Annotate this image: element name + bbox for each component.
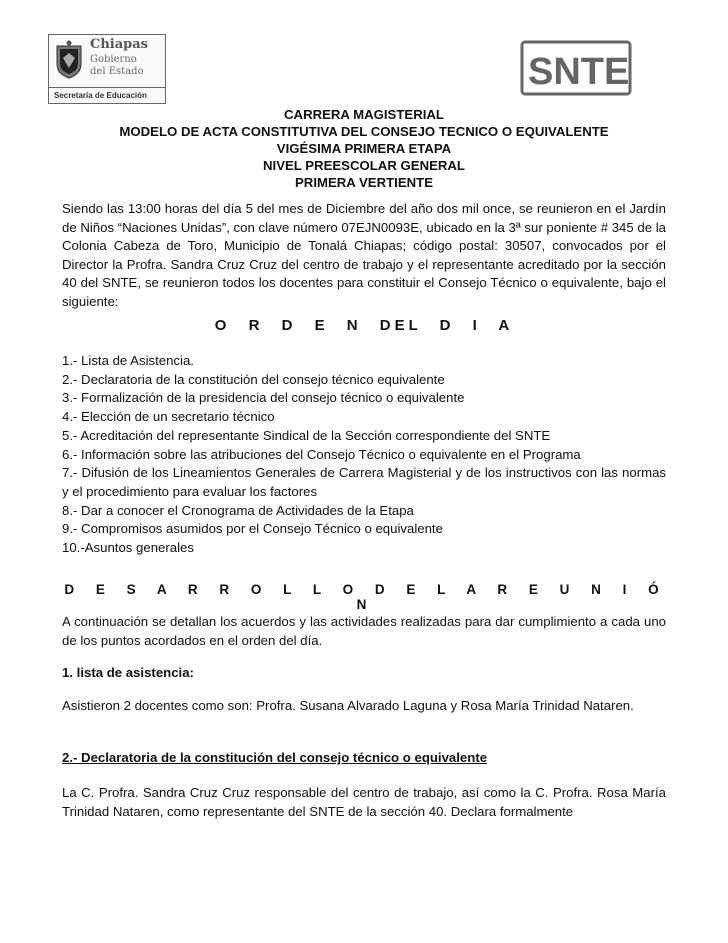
agenda-item: 7.- Difusión de los Lineamientos Generales de Carrera Magisterial y de los instructivos con las normas y el procedimiento para evaluar los factores: [62, 465, 666, 499]
header-line-4: NIVEL PREESCOLAR GENERAL: [263, 158, 465, 173]
logo-name: Chiapas: [90, 37, 148, 52]
agenda-item: 9.- Compromisos asumidos por el Consejo Técnico o equivalente: [62, 521, 443, 537]
section-2-title: 2.- Declaratoria de la constitución del consejo técnico o equivalente: [62, 750, 488, 765]
agenda-item: 10.-Asuntos generales: [62, 540, 194, 556]
logo-line3: del Estado: [90, 66, 144, 77]
agenda-list: [62, 352, 666, 558]
agenda-item: 6.- Información sobre las atribuciones del Consejo Técnico o equivalente en el Programa: [62, 446, 581, 462]
section-2-text: La C. Profra. Sandra Cruz Cruz responsable del centro de trabajo, así como la C. Profra. Rosa María Trinidad Nataren, como representante del SNTE de la sección 40. Declara formalmente: [62, 785, 666, 819]
agenda-item: 2.- Declaratoria de la constitución del consejo técnico equivalente: [62, 371, 445, 387]
header-line-3: VIGÉSIMA PRIMERA ETAPA: [276, 141, 452, 156]
header-line-1: CARRERA MAGISTERIAL: [284, 107, 444, 122]
agenda-item: 3.- Formalización de la presidencia del consejo técnico o equivalente: [62, 390, 465, 406]
agenda-item: 8.- Dar a conocer el Cronograma de Actividades de la Etapa: [62, 502, 414, 518]
intro-paragraph: Siendo las 13:00 horas del día 5 del mes de Diciembre del año dos mil once, se reunieron en el Jardín de Niños “Naciones Unidas”, con clave número 07EJN0093E, ubicado en la 3ª sur poniente # 345 de la Colonia Cabeza de Toro, Municipio de Tonalá Chiapas; código postal: 30507, convocados por el Director la Profra. Sandra Cruz Cruz del centro de trabajo y el representante acreditado por la sección 40 del SNTE, se reunieron todos los docentes para constituir el Consejo Técnico o equivalente, bajo el siguiente:: [62, 201, 666, 309]
coat-of-arms-icon: [54, 40, 84, 80]
agenda-item: 1.- Lista de Asistencia.: [62, 353, 194, 368]
logo-line2: Gobierno: [90, 54, 137, 65]
desarrollo-intro: A continuación se detallan los acuerdos y las actividades realizadas para dar cumplimiento a cada uno de los puntos acordados en el orden del día.: [62, 614, 666, 648]
desarrollo-title: D E S A R R O L L O D E L A R E U N I Ó N: [64, 582, 664, 612]
section-1-title: 1. lista de asistencia:: [62, 665, 194, 680]
snte-logo: [520, 40, 632, 98]
snte-logo-text: SNTE: [528, 51, 630, 93]
agenda-item: 5.- Acreditación del representante Sindical de la Sección correspondiente del SNTE: [62, 427, 551, 443]
document-header: [62, 106, 666, 191]
chiapas-government-logo: [48, 34, 166, 104]
logo-department: Secretaría de Educación: [48, 87, 166, 104]
header-line-2: MODELO DE ACTA CONSTITUTIVA DEL CONSEJO TECNICO O EQUIVALENTE: [119, 124, 609, 139]
agenda-title: O R D E N DEL D I A: [214, 317, 514, 334]
section-1-text: Asistieron 2 docentes como son: Profra. Susana Alvarado Laguna y Rosa María Trinidad Nataren.: [62, 698, 634, 713]
agenda-item: 4.- Elección de un secretario técnico: [62, 409, 275, 425]
header-line-5: PRIMERA VERTIENTE: [295, 175, 433, 190]
